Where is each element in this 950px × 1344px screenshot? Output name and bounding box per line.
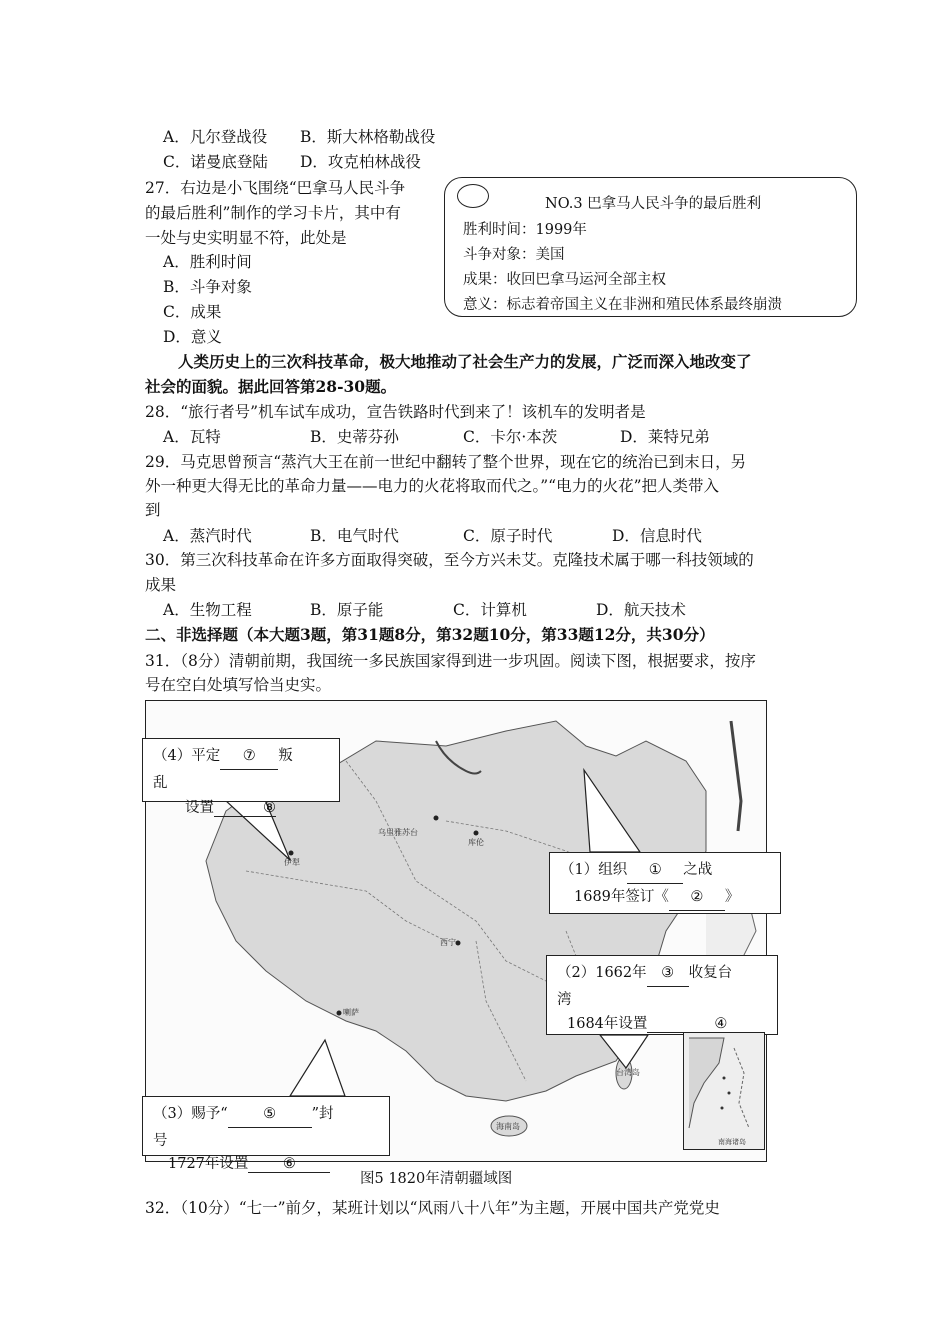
- q26-option-c: C．诺曼底登陆: [163, 153, 268, 171]
- callout-3-text: （3）赐予“: [153, 1106, 228, 1122]
- q28-option-b: B．史蒂芬孙: [310, 428, 399, 446]
- south-china-sea-inset: [683, 1032, 765, 1150]
- q28-stem: 28．“旅行者号”机车试车成功，宣告铁路时代到来了！该机车的发明者是: [145, 403, 646, 421]
- section2-heading: 二、非选择题（本大题3题，第31题8分，第32题10分，第33题12分，共30分）: [145, 625, 715, 644]
- blank-4[interactable]: ④: [647, 1016, 747, 1033]
- q29-option-b: B．电气时代: [310, 527, 399, 545]
- callout-4: [142, 738, 340, 802]
- blank-7[interactable]: ⑦: [220, 743, 278, 770]
- map-label-taiwan: 台湾岛: [616, 1068, 640, 1077]
- callout-1: [549, 852, 781, 914]
- callout-1-treaty-end: 》: [724, 889, 740, 905]
- q30-option-a: A．生物工程: [163, 601, 252, 619]
- card-title: NO.3 巴拿马人民斗争的最后胜利: [545, 196, 762, 212]
- inset-label: 南海诸岛: [718, 1138, 746, 1146]
- callout-3-line2: 号: [153, 1133, 168, 1149]
- callout-2-setup: 1684年设置: [567, 1016, 648, 1032]
- inset-graphic: [684, 1033, 764, 1133]
- blank-3[interactable]: ③: [647, 960, 689, 987]
- map-label-lhasa: 喇萨: [343, 1008, 359, 1017]
- callout-1-text: （1）组织: [560, 862, 628, 878]
- callout-2-line3: [567, 1012, 747, 1033]
- callout-3: [142, 1096, 390, 1156]
- q28-option-c: C．卡尔·本茨: [463, 428, 558, 446]
- q27-option-a: A．胜利时间: [163, 253, 252, 271]
- q29-option-c: C．原子时代: [463, 527, 553, 545]
- q28-option-d: D．莱特兄弟: [620, 428, 710, 446]
- callout-3-line3: [168, 1152, 330, 1173]
- card-row-target: 斗争对象：美国: [463, 247, 565, 263]
- q31-stem-line-2: 号在空白处填写恰当史实。: [145, 676, 332, 694]
- q29-option-d: D．信息时代: [612, 527, 702, 545]
- q26-option-a: A．凡尔登战役: [163, 128, 268, 146]
- q26-option-b: B．斯大林格勒战役: [300, 128, 436, 146]
- map-label-kulun: 库伦: [468, 838, 484, 847]
- callout-3-post: ”封: [311, 1106, 334, 1122]
- callout-1-treaty: 1689年签订《: [574, 889, 669, 905]
- q29-stem-line-3: 到: [145, 501, 161, 519]
- q30-stem-line-1: 30．第三次科技革命在许多方面取得突破，至今方兴未艾。克隆技术属于哪一科技领域的: [145, 551, 754, 569]
- q26-option-d: D．攻克柏林战役: [300, 153, 421, 171]
- card-row-time: 胜利时间：1999年: [463, 222, 587, 238]
- q27-option-d: D．意义: [163, 328, 222, 346]
- map-label-xining: 西宁: [440, 938, 456, 947]
- map-label-uliyasutai: 乌里雅苏台: [378, 828, 418, 837]
- q29-stem-line-2: 外一种更大得无比的革命力量——电力的火花将取而代之。”“电力的火花”把人类带入: [145, 477, 720, 495]
- callout-2-post: 收复台: [688, 965, 733, 981]
- q29-option-a: A．蒸汽时代: [163, 527, 252, 545]
- callout-2-text: （2）1662年: [557, 965, 647, 981]
- intro-line-1: 人类历史上的三次科技革命，极大地推动了社会生产力的发展，广泛而深入地改变了: [178, 352, 752, 371]
- q27-option-b: B．斗争对象: [163, 278, 252, 296]
- blank-1[interactable]: ①: [627, 857, 683, 884]
- q28-option-a: A．瓦特: [163, 428, 221, 446]
- q27-stem-line-1: 27．右边是小飞围绕“巴拿马人民斗争: [145, 179, 406, 197]
- map-label-hainan: 海南岛: [496, 1122, 520, 1131]
- q30-option-b: B．原子能: [310, 601, 384, 619]
- callout-4-post: 叛: [278, 748, 293, 764]
- blank-2[interactable]: ②: [669, 884, 725, 911]
- q27-stem-line-2: 的最后胜利”制作的学习卡片，其中有: [145, 204, 401, 222]
- q29-stem-line-1: 29．马克思曾预言“蒸汽大王在前一世纪中翻转了整个世界，现在它的统治已到末日，另: [145, 453, 747, 471]
- callout-4-line3: [185, 796, 276, 817]
- map-caption: 图5 1820年清朝疆域图: [360, 1171, 513, 1187]
- callout-2-line2: 湾: [557, 992, 572, 1008]
- map-label-yili: 伊犁: [284, 858, 300, 867]
- blank-5[interactable]: ⑤: [228, 1101, 312, 1128]
- q27-option-c: C．成果: [163, 303, 222, 321]
- callout-4-line2: 乱: [153, 775, 168, 791]
- card-row-meaning: 意义：标志着帝国主义在非洲和殖民体系最终崩溃: [463, 297, 782, 313]
- blank-6[interactable]: ⑥: [248, 1156, 330, 1173]
- q27-stem-line-3: 一处与史实明显不符，此处是: [145, 229, 347, 247]
- q30-stem-line-2: 成果: [145, 576, 177, 594]
- callout-4-text: （4）平定: [153, 748, 221, 764]
- card-row-result: 成果：收回巴拿马运河全部主权: [463, 272, 666, 288]
- q32-stem: 32．（10分）“七一”前夕，某班计划以“风雨八十八年”为主题，开展中国共产党党史: [145, 1199, 720, 1217]
- q30-option-c: C．计算机: [453, 601, 527, 619]
- callout-3-setup: 1727年设置: [168, 1156, 249, 1172]
- callout-4-setup: 设置: [185, 800, 214, 816]
- intro-line-2: 社会的面貌。据此回答第28-30题。: [145, 377, 397, 396]
- callout-1-post: 之战: [683, 862, 713, 878]
- blank-8[interactable]: ⑧: [214, 800, 276, 817]
- q31-stem-line-1: 31．（8分）清朝前期，我国统一多民族国家得到进一步巩固。阅读下图，根据要求，按序: [145, 652, 756, 670]
- q30-option-d: D．航天技术: [596, 601, 686, 619]
